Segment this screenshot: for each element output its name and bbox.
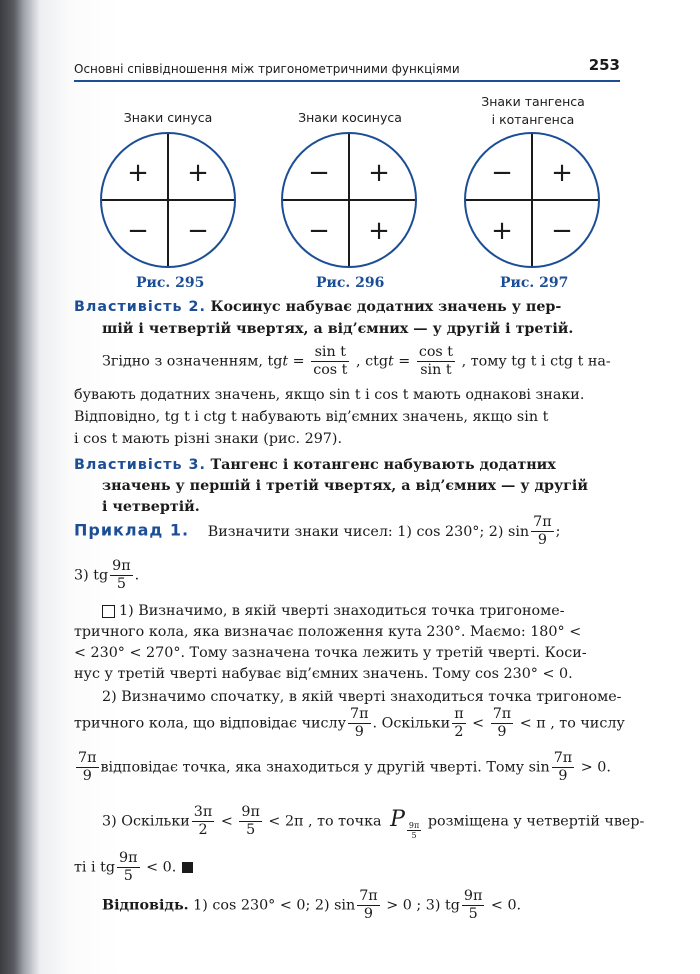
fig295-q2-sign: + <box>127 158 149 188</box>
property-3-line2: значень у першій і третій чвертях, а від’ємних — у другій <box>102 478 588 494</box>
solution-1-line4: нус у третій чверті набуває від’ємних значень. Тому cos 230° < 0. <box>74 666 573 682</box>
property-2-line2: шій і четвертій чвертях, а від’ємних — у другій і третій. <box>102 321 574 337</box>
property-3-line1: Тангенс і котангенс набувають додатних <box>210 457 556 473</box>
fig296-q2-sign: − <box>308 158 330 188</box>
fig296-q3-sign: − <box>308 216 330 246</box>
fig295-caption: Рис. 295 <box>136 275 205 291</box>
property-2-heading: Властивість 2. <box>74 299 206 315</box>
fig297-q3-sign: + <box>491 216 513 246</box>
point-P: P <box>390 806 405 832</box>
example-item3: 3) tg <box>74 567 109 584</box>
fig295-q1-sign: + <box>187 158 209 188</box>
fig296-q4-sign: + <box>368 216 390 246</box>
solution-3-line2: ті і tg $\frac{9\pi}{5}$ < 0. <box>74 850 193 885</box>
fig297-caption: Рис. 297 <box>500 275 569 291</box>
para1-eq: = <box>288 353 310 370</box>
answer-label: Відповідь. <box>102 897 189 914</box>
solution-2-line3: $\frac{7\pi}{9}$ відповідає точка, яка знаходиться у другій чверті. Тому sin $\frac{7\pi}{9}$ > 0. <box>78 750 611 784</box>
para1-start: Згідно з означенням, tg <box>102 353 283 370</box>
fig296-label: Знаки косинуса <box>298 110 402 125</box>
para1-line2: бувають додатних значень, якщо sin t і cos t мають однакові знаки. <box>74 387 585 403</box>
fig297-label-line2: і котангенса <box>491 112 575 127</box>
page-number: 253 <box>588 56 620 74</box>
para1-mid: , ctg <box>351 353 388 370</box>
property-3-heading: Властивість 3. <box>74 457 206 473</box>
example-frac-9pi-5: $\frac{9\pi}{5}$ <box>112 558 131 592</box>
solution-2-line1: 2) Визначимо спочатку, в якій чверті знаходиться точка тригономе- <box>102 689 622 705</box>
fig295-label: Знаки синуса <box>123 110 213 125</box>
fig297-q4-sign: − <box>551 216 573 246</box>
para1-t: t <box>282 353 289 370</box>
header-title: Основні співвідношення між тригонометричними функціями <box>74 62 460 76</box>
fig297-q1-sign: + <box>551 158 573 188</box>
example-task: Визначити знаки чисел: 1) cos 230°; 2) sin <box>207 523 530 540</box>
solution-end-square-icon <box>182 862 193 873</box>
solution-1-line2: тричного кола, яка визначає положення кута 230°. Маємо: 180° < <box>74 624 582 640</box>
solution-1-line1: 1) Визначимо, в якій чверті знаходиться точка тригономе- <box>119 603 565 619</box>
solution-3-line1: 3) Оскільки $\frac{3\pi}{2}$ < $\frac{9\pi}{5}$ < 2π , то точка P $\frac{9\pi}{5}$ розміщена у четвертій чвер- <box>102 804 645 840</box>
solution-1-line3: < 230° < 270°. Тому зазначена точка лежить у третій чверті. Коси- <box>74 645 587 661</box>
para1-line3: Відповідно, tg t і ctg t набувають від’ємних значень, якщо sin t <box>74 409 549 425</box>
solution-start-square-icon <box>102 605 115 618</box>
example-frac-7pi-9: $\frac{7\pi}{9}$ <box>533 514 552 548</box>
fig295-q4-sign: − <box>187 216 209 246</box>
fig297-label-line1: Знаки тангенса <box>481 94 585 109</box>
fig297-tangent-signs-circle <box>464 132 600 268</box>
point-P-subscript: $\frac{9\pi}{5}$ <box>408 820 420 840</box>
fig296-q1-sign: + <box>368 158 390 188</box>
example-semicolon: ; <box>555 523 561 540</box>
solution-2-line2: тричного кола, що відповідає числу $\frac{7\pi}{9}$ . Оскільки $\frac{\pi}{2}$ < $\frac{7\pi}{9}$ < π , то числу <box>74 706 625 740</box>
fig296-cosine-signs-circle <box>281 132 417 268</box>
fig295-sine-signs-circle <box>100 132 236 268</box>
para1-line4: і cos t мають різні знаки (рис. 297). <box>74 431 343 447</box>
tg-fraction: $\frac{\text{sin t}}{\text{cos t}}$ <box>313 344 348 378</box>
running-header <box>74 58 620 82</box>
textbook-page: Основні співвідношення між тригонометричними функціями 253 Знаки синуса + + − − Рис. 295 Знаки косинуса − + − + Рис. 296 Знаки тангенса і котангенса − + + − Рис. 297 Властивість 2. Косинус набуває додатних значень у пер- шій і четвертій чвертях, а від’ємних — у другій і третій. Згідно з означенням, tgt = $\frac{\text{sin t}}{\text{cos t}}$ , ctgt = $\frac{\text{cos t}}{\text{sin t}}$ , тому tg t і ctg t на- бувають додатних значень, якщо sin t і cos t мають однакові знаки. Відповідно, tg t і ctg t набувають від’ємних значень, якщо sin t і cos t мають різні знаки (рис. 297). Властивість 3. Тангенс і котангенс набувають додатних значень у першій і третій чвертях, а від’ємних — у другій і четвертій. Приклад 1. Визначити знаки чисел: 1) cos 230°; 2) sin $\frac{7\pi}{9}$ ; 3) tg $\frac{9\pi}{5}$ . 1) Визначимо, в якій чверті знаходиться точка тригономе- тричного кола, яка визначає положення кута 230°. Маємо: 180° < < 230° < 270°. Тому зазначена точка лежить у третій чверті. Коси- нус у третій чверті набуває від’ємних значень. Тому cos 230° < 0. 2) Визначимо спочатку, в якій чверті знаходиться точка тригономе- тричного кола, що відповідає числу $\frac{7\pi}{9}$ . Оскільки $\frac{\pi}{2}$ < $\frac{7\pi}{9}$ < π , то числу $\frac{7\pi}{9}$ відповідає точка, яка знаходиться у другій чверті. Тому sin $\frac{7\pi}{9}$ > 0. 3) Оскільки $\frac{3\pi}{2}$ < $\frac{9\pi}{5}$ < 2π , то точка P $\frac{9\pi}{5}$ розміщена у четвертій чвер- ті і tg $\frac{9\pi}{5}$ < 0. Відповідь. 1) cos 230° < 0; 2) sin $\frac{7\pi}{9}$ > 0 ; 3) tg $\frac{9\pi}{5}$ < 0. <box>0 0 700 974</box>
fig297-q2-sign: − <box>491 158 513 188</box>
property-2-line1: Косинус набуває додатних значень у пер- <box>210 299 562 315</box>
para1-end: , тому tg t і ctg t на- <box>457 353 611 370</box>
property-3-line3: і четвертій. <box>102 499 200 515</box>
example-heading: Приклад 1. <box>74 520 190 540</box>
fig295-q3-sign: − <box>127 216 149 246</box>
fig296-caption: Рис. 296 <box>316 275 385 291</box>
ctg-fraction: $\frac{\text{cos t}}{\text{sin t}}$ <box>418 344 454 378</box>
